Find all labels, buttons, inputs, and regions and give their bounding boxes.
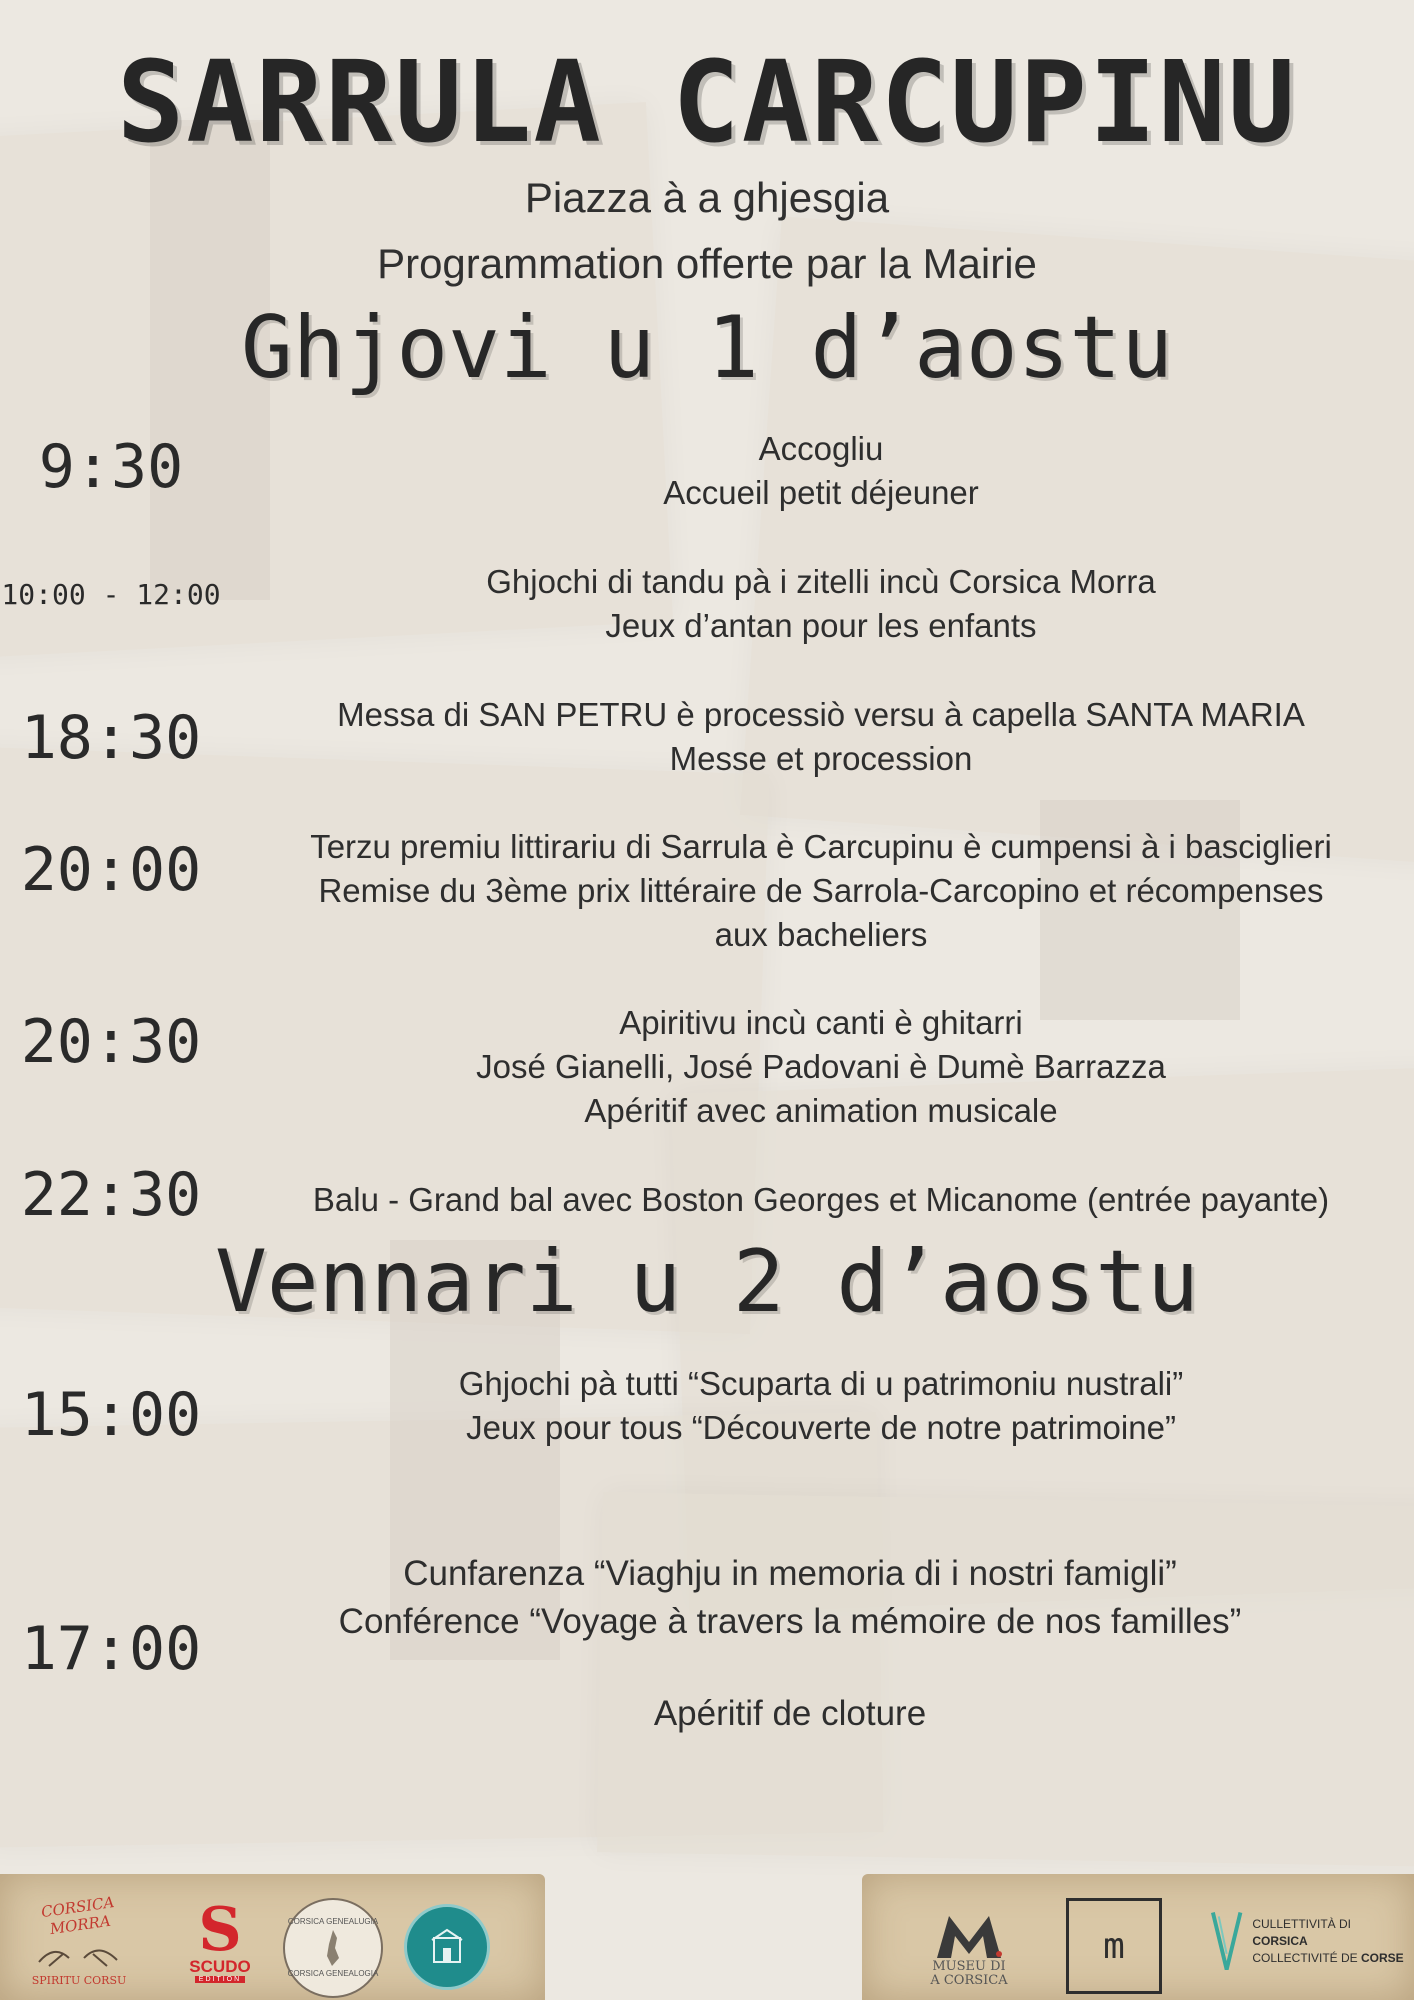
event-line: Terzu premiu littirariu di Sarrula è Carcupinu è cumpensi à i basciglieri bbox=[310, 828, 1332, 865]
event-line: Cunfarenza “Viaghju in memoria di i nostri famigli” bbox=[403, 1554, 1177, 1593]
event-time: 22:30 bbox=[20, 1160, 202, 1230]
collectivite-line-2-bold: CORSE bbox=[1361, 1950, 1404, 1965]
corsica-morra-tagline: SPIRITU CORSU bbox=[31, 1973, 127, 1987]
hands-icon bbox=[29, 1934, 129, 1974]
event-description bbox=[235, 427, 1407, 515]
scudo-s-letter: S bbox=[198, 1894, 242, 1965]
sponsor-strip-right bbox=[862, 1874, 1414, 2000]
poster-title: SARRULA CARCUPINU bbox=[116, 38, 1298, 168]
event-time: 15:00 bbox=[20, 1380, 202, 1450]
m-box-letter: m bbox=[1103, 1925, 1125, 1967]
event-line: Ghjochi pà tutti “Scuparta di u patrimoniu nustrali” bbox=[458, 1365, 1184, 1402]
event-line: Apéritif avec animation musicale bbox=[584, 1092, 1058, 1129]
event-description bbox=[235, 1178, 1407, 1222]
event-time: 10:00 - 12:00 bbox=[1, 578, 221, 611]
event-description bbox=[235, 1362, 1407, 1450]
collectivite-line-1: CULLETTIVITÀ DI bbox=[1252, 1916, 1351, 1931]
genealugia-top-text: CORSICA GENEALUGIA bbox=[287, 1917, 379, 1926]
museu-di-a-corsica-logo bbox=[914, 1902, 1024, 1998]
day-2-heading: Vennari u 2 d’aostu bbox=[215, 1232, 1199, 1332]
event-line: Apéritif de cloture bbox=[653, 1694, 927, 1733]
day-1-heading: Ghjovi u 1 d’aostu bbox=[241, 298, 1173, 398]
event-time: 20:00 bbox=[20, 835, 202, 905]
corsica-genealugia-logo bbox=[283, 1898, 383, 1998]
event-line: Apiritivu incù canti è ghitarri bbox=[619, 1004, 1023, 1041]
event-description bbox=[225, 1550, 1355, 1738]
event-time: 17:00 bbox=[20, 1614, 202, 1684]
event-line: Messa di SAN PETRU è processiò versu à capella SANTA MARIA bbox=[337, 696, 1305, 733]
corsica-morra-logo bbox=[14, 1892, 144, 1988]
scudo-name: SCUDO bbox=[189, 1956, 251, 1976]
event-line: Conférence “Voyage à travers la mémoire de nos familles” bbox=[338, 1602, 1242, 1641]
location-line: Piazza à a ghjesgia bbox=[524, 174, 890, 221]
event-description bbox=[235, 560, 1407, 648]
event-spacer bbox=[225, 1646, 1355, 1690]
event-time: 20:30 bbox=[20, 1007, 202, 1077]
collectivite-line-2: COLLECTIVITÉ DE bbox=[1252, 1950, 1362, 1965]
m-box-logo bbox=[1066, 1898, 1162, 1994]
town-hall-icon bbox=[424, 1924, 470, 1970]
collectivite-line-1-bold: CORSICA bbox=[1252, 1933, 1308, 1948]
mairie-sarrola-logo bbox=[404, 1904, 490, 1990]
genealugia-bottom-text: CORSICA GENEALOGIA bbox=[287, 1969, 379, 1978]
event-line: José Gianelli, José Padovani è Dumè Barrazza bbox=[476, 1048, 1166, 1085]
corsica-morra-wordmark: CORSICA MORRA bbox=[40, 1892, 116, 1938]
scudo-subtitle: EDITION bbox=[195, 1976, 245, 1983]
event-line: Remise du 3ème prix littéraire de Sarrola-Carcopino et récompenses bbox=[318, 872, 1324, 909]
collectivite-de-corse-logo bbox=[1207, 1906, 1407, 1976]
corsica-island-icon bbox=[318, 1928, 348, 1968]
museu-line-2: A CORSICA bbox=[930, 1973, 1008, 1988]
event-line: Accogliu bbox=[758, 430, 884, 467]
event-description bbox=[235, 693, 1407, 781]
event-time: 9:30 bbox=[38, 432, 184, 502]
event-time: 18:30 bbox=[20, 703, 202, 773]
event-description bbox=[235, 825, 1407, 957]
scudo-logo bbox=[180, 1894, 260, 1990]
sponsor-strip-left bbox=[0, 1874, 545, 2000]
event-line: Messe et procession bbox=[669, 740, 973, 777]
event-line: aux bacheliers bbox=[714, 916, 928, 953]
event-line: Jeux pour tous “Découverte de notre patrimoine” bbox=[466, 1409, 1176, 1446]
event-line: Jeux d’antan pour les enfants bbox=[605, 607, 1037, 644]
event-line: Accueil petit déjeuner bbox=[663, 474, 979, 511]
event-line: Balu - Grand bal avec Boston Georges et Micanome (entrée payante) bbox=[312, 1181, 1330, 1218]
museu-m-icon bbox=[933, 1912, 1005, 1960]
museu-line-1: MUSEU DI bbox=[932, 1959, 1006, 1974]
event-description bbox=[235, 1001, 1407, 1133]
collectivite-v-icon bbox=[1207, 1908, 1246, 1974]
collectivite-text bbox=[1252, 1916, 1407, 1967]
subtitle-line: Programmation offerte par la Mairie bbox=[377, 240, 1037, 287]
event-line: Ghjochi di tandu pà i zitelli incù Corsica Morra bbox=[486, 563, 1156, 600]
